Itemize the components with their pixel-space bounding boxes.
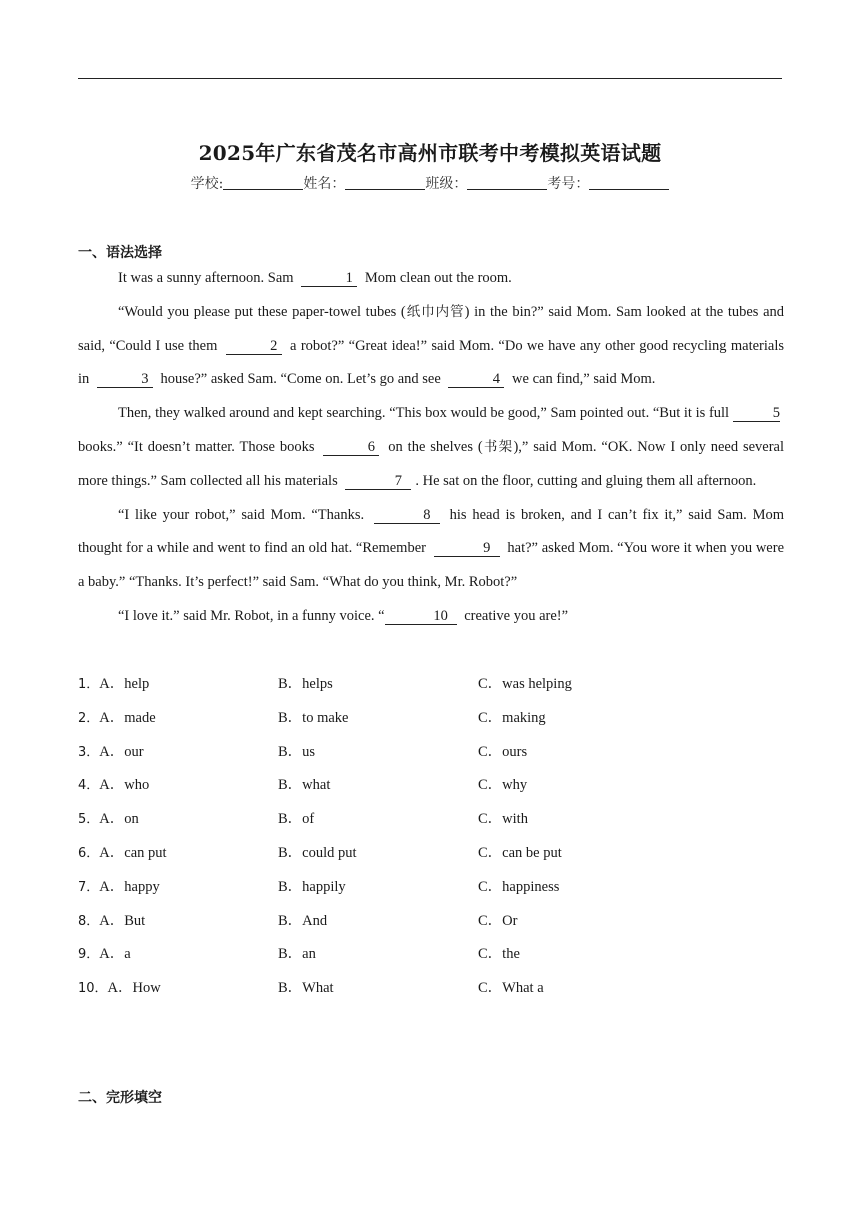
- passage-text: books.” “It doesn’t matter. Those books: [78, 438, 315, 455]
- passage-text: It was a sunny afternoon. Sam: [118, 270, 294, 286]
- blank-4: 4: [448, 371, 504, 388]
- passage-paragraph: [78, 499, 784, 600]
- question-number: 10．: [78, 981, 108, 997]
- option-a-text: A．a: [99, 946, 131, 963]
- option-a[interactable]: [78, 668, 149, 702]
- school-field[interactable]: [223, 175, 303, 190]
- passage-text: ),” said Mom. “OK. Now I only need several more things.” Sam collected all his materials: [78, 438, 785, 489]
- option-a[interactable]: [78, 972, 161, 1006]
- option-c[interactable]: C．with: [478, 811, 528, 828]
- question-row: [78, 871, 784, 905]
- number-label: 考号：: [547, 176, 590, 192]
- question-number: 2．: [78, 710, 100, 726]
- option-a-text: A．happy: [99, 878, 160, 895]
- option-a[interactable]: [78, 803, 139, 837]
- option-a-text: A．How: [107, 980, 161, 997]
- passage-text: creative you are!”: [464, 607, 569, 624]
- passage-paragraph: [78, 600, 784, 634]
- option-a[interactable]: [78, 769, 149, 803]
- question-number: 1．: [78, 677, 100, 692]
- option-b[interactable]: B．happily: [278, 878, 346, 895]
- option-b[interactable]: B．to make: [278, 709, 349, 726]
- passage-text: hat?” asked Mom. “You wore it when you were a baby.” “Thanks. It’s perfect!” said Sam. “What do you think, Mr. Robot?”: [78, 540, 785, 591]
- option-c[interactable]: C．why: [478, 777, 528, 794]
- reading-passage: [78, 262, 784, 634]
- option-b[interactable]: B．helps: [278, 676, 333, 692]
- option-a-text: A．our: [99, 743, 144, 760]
- option-a-text: A．help: [99, 676, 150, 692]
- question-row: [78, 803, 784, 837]
- option-c[interactable]: C．making: [478, 709, 546, 726]
- question-number: 8．: [78, 913, 100, 929]
- option-b[interactable]: B．of: [278, 811, 315, 828]
- blank-6: 6: [323, 439, 379, 456]
- class-label: 班级：: [425, 176, 468, 192]
- passage-text: “I like your robot,” said Mom. “Thanks.: [118, 506, 365, 523]
- option-c[interactable]: C．was helping: [478, 676, 572, 692]
- question-row: [78, 668, 784, 702]
- question-number: 4．: [78, 778, 100, 794]
- section-heading-grammar: 一、语法选择: [78, 245, 162, 261]
- option-a[interactable]: [78, 837, 167, 871]
- chinese-gloss: 书架: [482, 438, 514, 455]
- question-row: [78, 736, 784, 770]
- question-row: [78, 702, 784, 736]
- question-row: [78, 938, 784, 972]
- option-c[interactable]: C．ours: [478, 743, 528, 760]
- passage-text: “Would you please put these paper-towel tubes (: [118, 303, 406, 320]
- option-b[interactable]: B．us: [278, 743, 316, 760]
- class-field[interactable]: [467, 175, 547, 190]
- option-a-text: A．who: [99, 777, 150, 794]
- passage-text: we can find,” said Mom.: [512, 371, 656, 388]
- passage-text: Then, they walked around and kept searching. “This box would be good,” Sam pointed out. “But it is full: [118, 405, 730, 422]
- option-c[interactable]: C．can be put: [478, 844, 562, 861]
- question-row: [78, 769, 784, 803]
- question-row: [78, 905, 784, 939]
- passage-text: . He sat on the floor, cutting and gluing them all afternoon.: [415, 472, 757, 489]
- option-c[interactable]: C．the: [478, 946, 520, 963]
- answer-options-list: [78, 668, 784, 1006]
- option-a[interactable]: [78, 871, 160, 905]
- option-a-text: A．But: [99, 912, 146, 929]
- question-number: 7．: [78, 879, 100, 895]
- name-label: 姓名：: [303, 176, 346, 192]
- question-number: 3．: [78, 744, 100, 760]
- blank-10: 10: [385, 608, 457, 625]
- question-number: 6．: [78, 845, 100, 861]
- section-heading-cloze: 二、完形填空: [78, 1090, 162, 1106]
- passage-text: on the shelves (: [388, 438, 483, 455]
- question-number: 9．: [78, 947, 100, 963]
- blank-9: 9: [434, 540, 500, 557]
- passage-text: a robot?” “Great idea!” said Mom. “Do we have any other good recycling materials in: [78, 337, 785, 388]
- question-number: 5．: [78, 812, 100, 828]
- option-b[interactable]: B．What: [278, 980, 334, 997]
- passage-paragraph: [78, 262, 784, 296]
- blank-1: 1: [301, 270, 357, 287]
- blank-5: 5: [733, 405, 780, 422]
- student-info-line: [0, 173, 860, 193]
- option-a[interactable]: [78, 905, 145, 939]
- option-a-text: A．on: [99, 811, 139, 828]
- option-a-text: A．can put: [99, 844, 167, 861]
- option-c[interactable]: C．happiness: [478, 878, 560, 895]
- passage-text: “I love it.” said Mr. Robot, in a funny voice. “: [118, 607, 385, 624]
- blank-2: 2: [226, 338, 282, 355]
- option-a[interactable]: [78, 736, 144, 770]
- question-row: [78, 837, 784, 871]
- passage-text: Mom clean out the room.: [364, 270, 512, 286]
- passage-text: his head is broken, and I can’t fix it,” said Sam. Mom thought for a while and went to find an old hat. “Remember: [78, 506, 784, 557]
- option-b[interactable]: B．And: [278, 912, 328, 929]
- option-b[interactable]: B．an: [278, 946, 316, 963]
- passage-text: house?” asked Sam. “Come on. Let’s go and see: [160, 371, 441, 388]
- option-a[interactable]: [78, 938, 131, 972]
- option-a[interactable]: [78, 702, 156, 736]
- option-c[interactable]: C．What a: [478, 980, 544, 997]
- option-c[interactable]: C．Or: [478, 912, 518, 929]
- number-field[interactable]: [589, 175, 669, 190]
- school-label: 学校:: [190, 176, 224, 192]
- passage-paragraph: [78, 397, 784, 498]
- option-b[interactable]: B．could put: [278, 844, 357, 861]
- name-field[interactable]: [345, 175, 425, 190]
- page-title: 2025年广东省茂名市高州市联考中考模拟英语试题: [198, 141, 662, 165]
- option-b[interactable]: B．what: [278, 777, 331, 794]
- blank-3: 3: [97, 371, 153, 388]
- question-row: [78, 972, 784, 1006]
- blank-7: 7: [345, 473, 411, 490]
- passage-text: ) in the bin?” said Mom. Sam looked at the tubes and said, “Could I use them: [78, 303, 785, 354]
- blank-8: 8: [374, 507, 440, 524]
- passage-paragraph: [78, 296, 784, 397]
- chinese-gloss: 纸巾内管: [405, 303, 465, 320]
- option-a-text: A．made: [99, 709, 156, 726]
- header-rule: [78, 78, 782, 79]
